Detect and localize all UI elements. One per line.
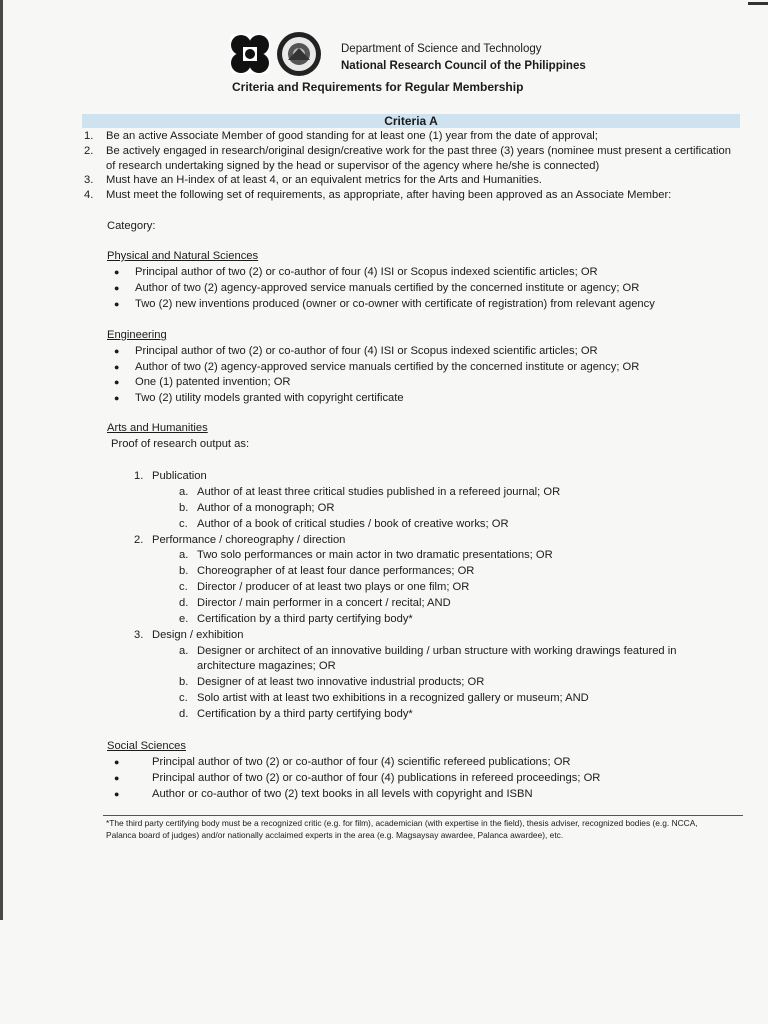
item-letter: b.: [179, 676, 189, 688]
dost-logo-icon: [230, 34, 270, 74]
section-heading-physical: Physical and Natural Sciences: [107, 250, 259, 262]
org-name-dost: Department of Science and Technology: [341, 43, 542, 55]
arts-item: Two solo performances or main actor in two dramatic presentations; OR: [197, 549, 553, 561]
header-logos: [228, 30, 324, 78]
footnote-line-1: *The third party certifying body must be a recognized critic (e.g. for film), academician (with expertise in the field), thesis adviser, recognized bodies (e.g. NCCA,: [106, 818, 698, 828]
bullet: ●: [114, 773, 120, 783]
arts-group-performance: Performance / choreography / direction: [152, 534, 346, 546]
arts-item: Designer of at least two innovative industrial products; OR: [197, 676, 485, 688]
social-bullet-2: Principal author of two (2) or co-author of four (4) publications in refereed proceedings; OR: [152, 772, 601, 784]
arts-item: Author of a book of critical studies / book of creative works; OR: [197, 518, 509, 530]
nrcp-seal-icon: [277, 32, 321, 76]
footnote-line-2: Palanca board of judges) and/or nationally acclaimed experts in the area (e.g. Magsaysay awardee, Palanca awardee), etc.: [106, 829, 564, 840]
footnote: [106, 818, 746, 841]
scan-mark: [748, 2, 768, 5]
arts-item-cont: architecture magazines; OR: [197, 660, 336, 672]
item-number: 2.: [84, 145, 94, 157]
category-label: Category:: [107, 220, 156, 232]
arts-group-design: Design / exhibition: [152, 629, 244, 641]
item-letter: d.: [179, 597, 189, 609]
bullet: ●: [114, 267, 120, 277]
item-letter: c.: [179, 518, 188, 530]
item-letter: b.: [179, 502, 189, 514]
criteria-item-1: Be an active Associate Member of good standing for at least one (1) year from the date of approval;: [106, 130, 598, 142]
criteria-heading-bar: [82, 114, 740, 128]
item-letter: c.: [179, 692, 188, 704]
engineering-bullet-1: Principal author of two (2) or co-author of four (4) ISI or Scopus indexed scientific articles; OR: [135, 345, 598, 357]
engineering-bullet-4: Two (2) utility models granted with copyright certificate: [135, 392, 404, 404]
org-name-nrcp: National Research Council of the Philippines: [341, 60, 586, 72]
arts-item: Certification by a third party certifying body*: [197, 613, 413, 625]
criteria-item-2-cont: of research undertaking signed by the head or supervisor of the agency where he/she is connected): [106, 160, 600, 172]
bullet: ●: [114, 757, 120, 767]
physical-bullet-3: Two (2) new inventions produced (owner or co-owner with certificate of registration) from relevant agency: [135, 298, 655, 310]
footnote-rule: [103, 815, 743, 816]
bullet: ●: [114, 299, 120, 309]
bullet: ●: [114, 377, 120, 387]
organization-header: [341, 41, 586, 75]
arts-item: Author of at least three critical studies published in a refereed journal; OR: [197, 486, 561, 498]
item-number: 1.: [84, 130, 94, 142]
arts-item: Solo artist with at least two exhibitions in a recognized gallery or museum; AND: [197, 692, 589, 704]
group-number: 3.: [134, 629, 144, 641]
item-letter: c.: [179, 581, 188, 593]
bullet: ●: [114, 362, 120, 372]
item-letter: e.: [179, 613, 189, 625]
bullet: ●: [114, 789, 120, 799]
social-bullet-1: Principal author of two (2) or co-author of four (4) scientific refereed publications; OR: [152, 756, 571, 768]
item-letter: d.: [179, 708, 189, 720]
criteria-item-2: Be actively engaged in research/original design/creative work for the past three (3) years (nominee must present a certification: [106, 145, 731, 157]
section-heading-engineering: Engineering: [107, 329, 167, 341]
item-letter: a.: [179, 549, 189, 561]
physical-bullet-2: Author of two (2) agency-approved service manuals certified by the concerned institute or agency; OR: [135, 282, 640, 294]
arts-item: Designer or architect of an innovative building / urban structure with working drawings featured in: [197, 645, 677, 657]
item-letter: b.: [179, 565, 189, 577]
bullet: ●: [114, 393, 120, 403]
social-bullet-3: Author or co-author of two (2) text books in all levels with copyright and ISBN: [152, 788, 533, 800]
criteria-item-4: Must meet the following set of requirements, as appropriate, after having been approved as an Associate Member:: [106, 189, 672, 201]
scan-edge: [0, 0, 3, 920]
bullet: ●: [114, 346, 120, 356]
item-number: 3.: [84, 174, 94, 186]
group-number: 1.: [134, 470, 144, 482]
bullet: ●: [114, 283, 120, 293]
item-letter: a.: [179, 645, 189, 657]
arts-item: Director / producer of at least two plays or one film; OR: [197, 581, 470, 593]
item-number: 4.: [84, 189, 94, 201]
arts-item: Certification by a third party certifying body*: [197, 708, 413, 720]
engineering-bullet-3: One (1) patented invention; OR: [135, 376, 291, 388]
criteria-heading: Criteria A: [384, 114, 438, 128]
group-number: 2.: [134, 534, 144, 546]
arts-intro: Proof of research output as:: [111, 438, 250, 450]
engineering-bullet-2: Author of two (2) agency-approved service manuals certified by the concerned institute or agency; OR: [135, 361, 640, 373]
physical-bullet-1: Principal author of two (2) or co-author of four (4) ISI or Scopus indexed scientific articles; OR: [135, 266, 598, 278]
section-heading-social: Social Sciences: [107, 740, 186, 752]
criteria-item-3: Must have an H-index of at least 4, or an equivalent metrics for the Arts and Humanities.: [106, 174, 542, 186]
arts-group-publication: Publication: [152, 470, 207, 482]
section-heading-arts: Arts and Humanities: [107, 422, 208, 434]
arts-item: Director / main performer in a concert / recital; AND: [197, 597, 451, 609]
item-letter: a.: [179, 486, 189, 498]
arts-item: Choreographer of at least four dance performances; OR: [197, 565, 475, 577]
arts-item: Author of a monograph; OR: [197, 502, 335, 514]
document-title: Criteria and Requirements for Regular Membership: [232, 80, 524, 94]
